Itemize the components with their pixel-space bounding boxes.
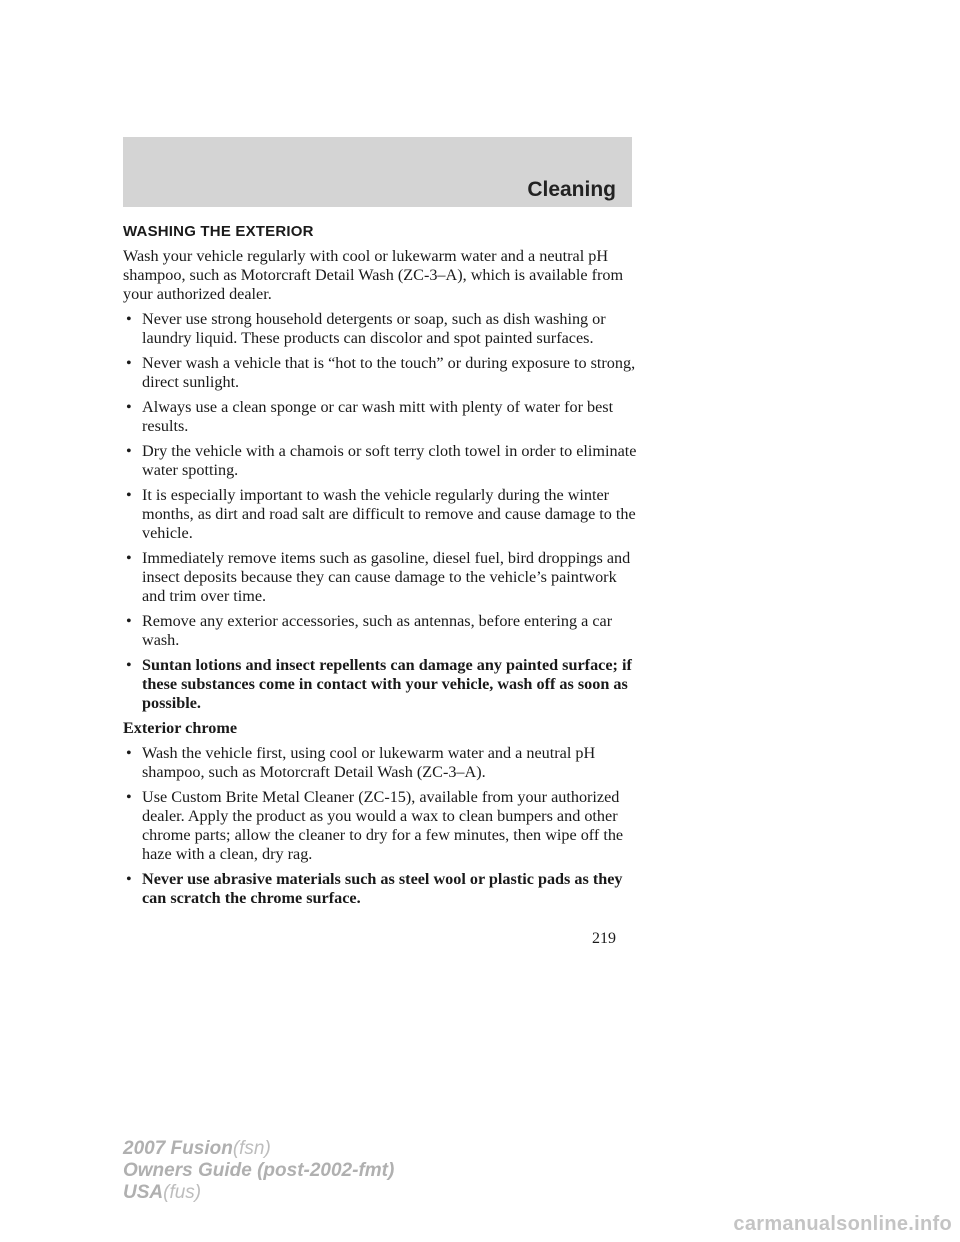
intro-paragraph: Wash your vehicle regularly with cool or lukewarm water and a neutral pH shampoo, such as Motorcraft Detail Wash (ZC-3–A), which is available from your authorized dealer. bbox=[123, 247, 624, 303]
page-number: 219 bbox=[592, 930, 616, 947]
bullet-icon: • bbox=[126, 788, 132, 806]
chrome-bullet-list bbox=[123, 744, 643, 908]
bullet-icon: • bbox=[126, 398, 132, 416]
list-item: • Dry the vehicle with a chamois or soft terry cloth towel in order to eliminate water spotting. bbox=[126, 442, 637, 479]
list-item: • Never wash a vehicle that is “hot to the touch” or during exposure to strong, direct sunlight. bbox=[126, 354, 636, 391]
bullet-icon: • bbox=[126, 744, 132, 762]
warning-list-item: • Never use abrasive materials such as steel wool or plastic pads as they can scratch the chrome surface. bbox=[126, 870, 623, 907]
bullet-icon: • bbox=[126, 354, 132, 372]
list-item: • Wash the vehicle first, using cool or lukewarm water and a neutral pH shampoo, such as Motorcraft Detail Wash (ZC-3–A). bbox=[126, 744, 596, 781]
page-content bbox=[123, 222, 643, 914]
bullet-icon: • bbox=[126, 656, 132, 674]
list-item: • Never use strong household detergents or soap, such as dish washing or laundry liquid. These products can discolor and spot painted surfaces. bbox=[126, 310, 606, 347]
bullet-icon: • bbox=[126, 612, 132, 630]
list-item: • Immediately remove items such as gasoline, diesel fuel, bird droppings and insect deposits because they can cause damage to the vehicle’s paintwork and trim over time. bbox=[126, 549, 631, 605]
list-item: • Use Custom Brite Metal Cleaner (ZC-15), available from your authorized dealer. Apply the product as you would a wax to clean bumpers and other chrome parts; allow the cleaner to dry for a few minutes, then wipe off the haze with a clean, dry rag. bbox=[126, 788, 624, 863]
bullet-icon: • bbox=[126, 310, 132, 328]
watermark: carmanualsonline.info bbox=[733, 1213, 952, 1235]
section-title: Cleaning bbox=[527, 178, 616, 201]
washing-bullet-list bbox=[123, 310, 643, 713]
list-item: • Always use a clean sponge or car wash mitt with plenty of water for best results. bbox=[126, 398, 614, 435]
warning-list-item: • Suntan lotions and insect repellents can damage any painted surface; if these substances come in contact with your vehicle, wash off as soon as possible. bbox=[126, 656, 632, 712]
list-item: • It is especially important to wash the vehicle regularly during the winter months, as dirt and road salt are difficult to remove and cause damage to the vehicle. bbox=[126, 486, 636, 542]
list-item: • Remove any exterior accessories, such as antennas, before entering a car wash. bbox=[126, 612, 613, 649]
section-heading: WASHING THE EXTERIOR bbox=[123, 223, 314, 240]
bullet-icon: • bbox=[126, 486, 132, 504]
bullet-icon: • bbox=[126, 549, 132, 567]
footer-line-guide: Owners Guide (post-2002-fmt) bbox=[123, 1160, 395, 1181]
footer-line-region: USA(fus) bbox=[123, 1182, 202, 1203]
document-footer bbox=[123, 1138, 394, 1204]
bullet-icon: • bbox=[126, 442, 132, 460]
footer-line-model: 2007 Fusion(fsn) bbox=[123, 1138, 271, 1159]
bullet-icon: • bbox=[126, 870, 132, 888]
section-header-band bbox=[123, 137, 632, 207]
exterior-chrome-heading: Exterior chrome bbox=[123, 719, 238, 737]
